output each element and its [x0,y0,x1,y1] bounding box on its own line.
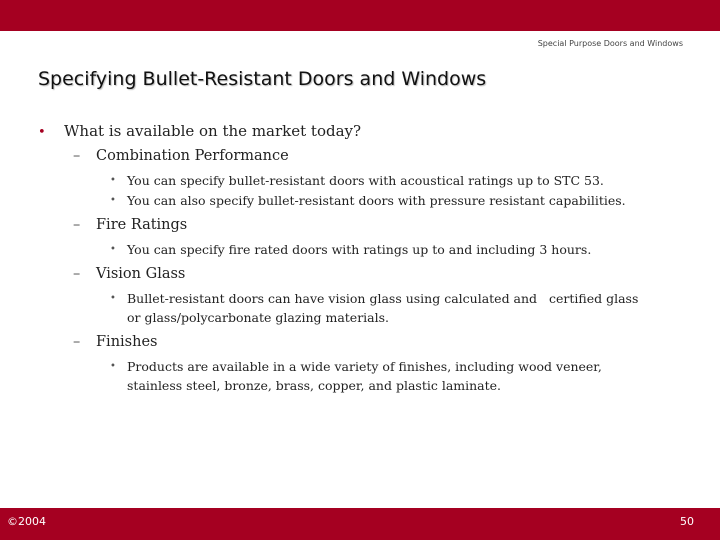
main-bullet [38,122,361,140]
section-heading [73,148,289,164]
list-item-text: You can specify bullet-resistant doors with acoustical ratings up to STC 53. [127,173,604,188]
section-heading-text: Finishes [96,334,158,350]
bullet-icon: • [110,195,116,206]
bullet-icon: • [110,361,116,372]
bullet-icon: • [110,244,116,255]
section-heading [73,334,157,350]
header-label: Special Purpose Doors and Windows [537,39,683,48]
page-number: 50 [680,515,694,528]
section-heading-text: Combination Performance [96,148,289,164]
dash-icon: – [73,334,81,350]
section-heading-text: Fire Ratings [96,217,188,233]
bullet-icon: • [110,293,116,304]
copyright: ©2004 [7,515,46,528]
list-item-text-line: Products are available in a wide variety of finishes, including wood veneer, [127,359,602,374]
list-item-text-line: Bullet-resistant doors can have vision glass using calculated and certified glass [127,291,639,306]
list-item [110,240,591,259]
list-item-text-line: stainless steel, bronze, brass, copper, and plastic laminate. [127,378,502,393]
section-heading-text: Vision Glass [96,266,186,282]
footer-banner [0,508,720,540]
list-item-text: You can specify fire rated doors with ratings up to and including 3 hours. [127,242,592,257]
bullet-icon: • [110,175,116,186]
main-question: What is available on the market today? [64,122,362,140]
dash-icon: – [73,266,81,282]
dash-icon: – [73,217,81,233]
section-heading [73,217,187,233]
top-banner [0,0,720,31]
list-item [110,289,638,327]
list-item [110,191,626,210]
list-item-text-line: or glass/polycarbonate glazing materials. [127,310,390,325]
section-heading [73,266,185,282]
list-item [110,171,604,190]
bullet-icon: • [38,125,46,140]
dash-icon: – [73,148,81,164]
page-title: Specifying Bullet-Resistant Doors and Windows [38,68,487,90]
list-item-text: You can also specify bullet-resistant doors with pressure resistant capabilities. [127,193,626,208]
list-item [110,357,602,395]
